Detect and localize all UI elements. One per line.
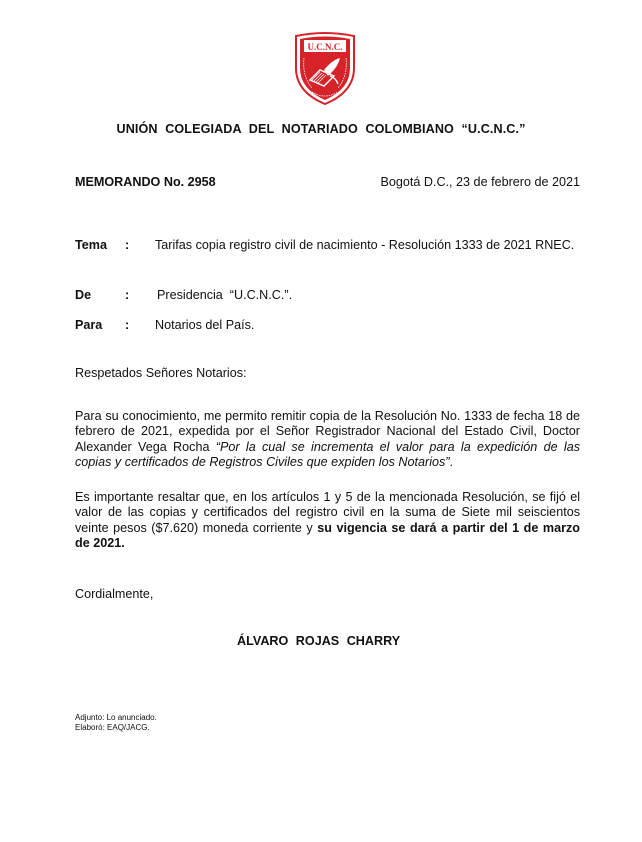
effective-date-emphasis: su vigencia se dará a partir del 1 de marzo de 2021. [75, 520, 580, 550]
field-value: Tarifas copia registro civil de nacimiento - Resolución 1333 de 2021 RNEC. [155, 238, 575, 252]
organization-title: UNIÓN COLEGIADA DEL NOTARIADO COLOMBIANO “U.C.N.C.” [116, 122, 526, 136]
resolution-title-quote: “Por la cual se incrementa el valor para la expedición de las copias y certificados de Registros Civiles que expiden los Notarios” [75, 439, 580, 469]
footer-notes [75, 713, 157, 733]
paragraph-end: . [449, 454, 453, 469]
field-colon: : [125, 318, 130, 332]
paragraph-text: Para su conocimiento, me permito remitir copia de la Resolución No. 1333 de fecha 18 de febrero de 2021, expedida por el Señor Registrador Nacional del Estado Civil, Doctor Alexander Vega Rocha [75, 409, 580, 454]
field-value: Presidencia “U.C.N.C.”. [157, 288, 293, 302]
closing: Cordialmente, [75, 587, 154, 601]
attachment-note: Adjunto: Lo anunciado. [75, 713, 157, 722]
field-colon: : [125, 238, 130, 252]
body-paragraph-2 [75, 490, 580, 551]
ucnc-shield-logo-icon [290, 30, 360, 106]
body-paragraph-1 [75, 409, 580, 470]
memo-number: MEMORANDO No. 2958 [75, 175, 216, 189]
logo-acronym: U.C.N.C. [307, 42, 343, 52]
field-colon: : [125, 288, 130, 302]
signer-name: ÁLVARO ROJAS CHARRY [237, 634, 401, 648]
field-label: Para [75, 318, 103, 332]
prepared-by-note: Elaboró: EAQ/JACG. [75, 723, 150, 732]
field-label: Tema [75, 238, 107, 252]
field-label: De [75, 288, 92, 302]
salutation: Respetados Señores Notarios: [75, 366, 247, 380]
field-value: Notarios del País. [155, 318, 255, 332]
memo-place-date: Bogotá D.C., 23 de febrero de 2021 [380, 175, 580, 189]
paragraph-text: Es importante resaltar que, en los artículos 1 y 5 de la mencionada Resolución, se fijó el valor de las copias y certificados del registro civil en la suma de Siete mil seiscientos veinte pesos ($7.620) moneda corriente y [75, 490, 580, 535]
